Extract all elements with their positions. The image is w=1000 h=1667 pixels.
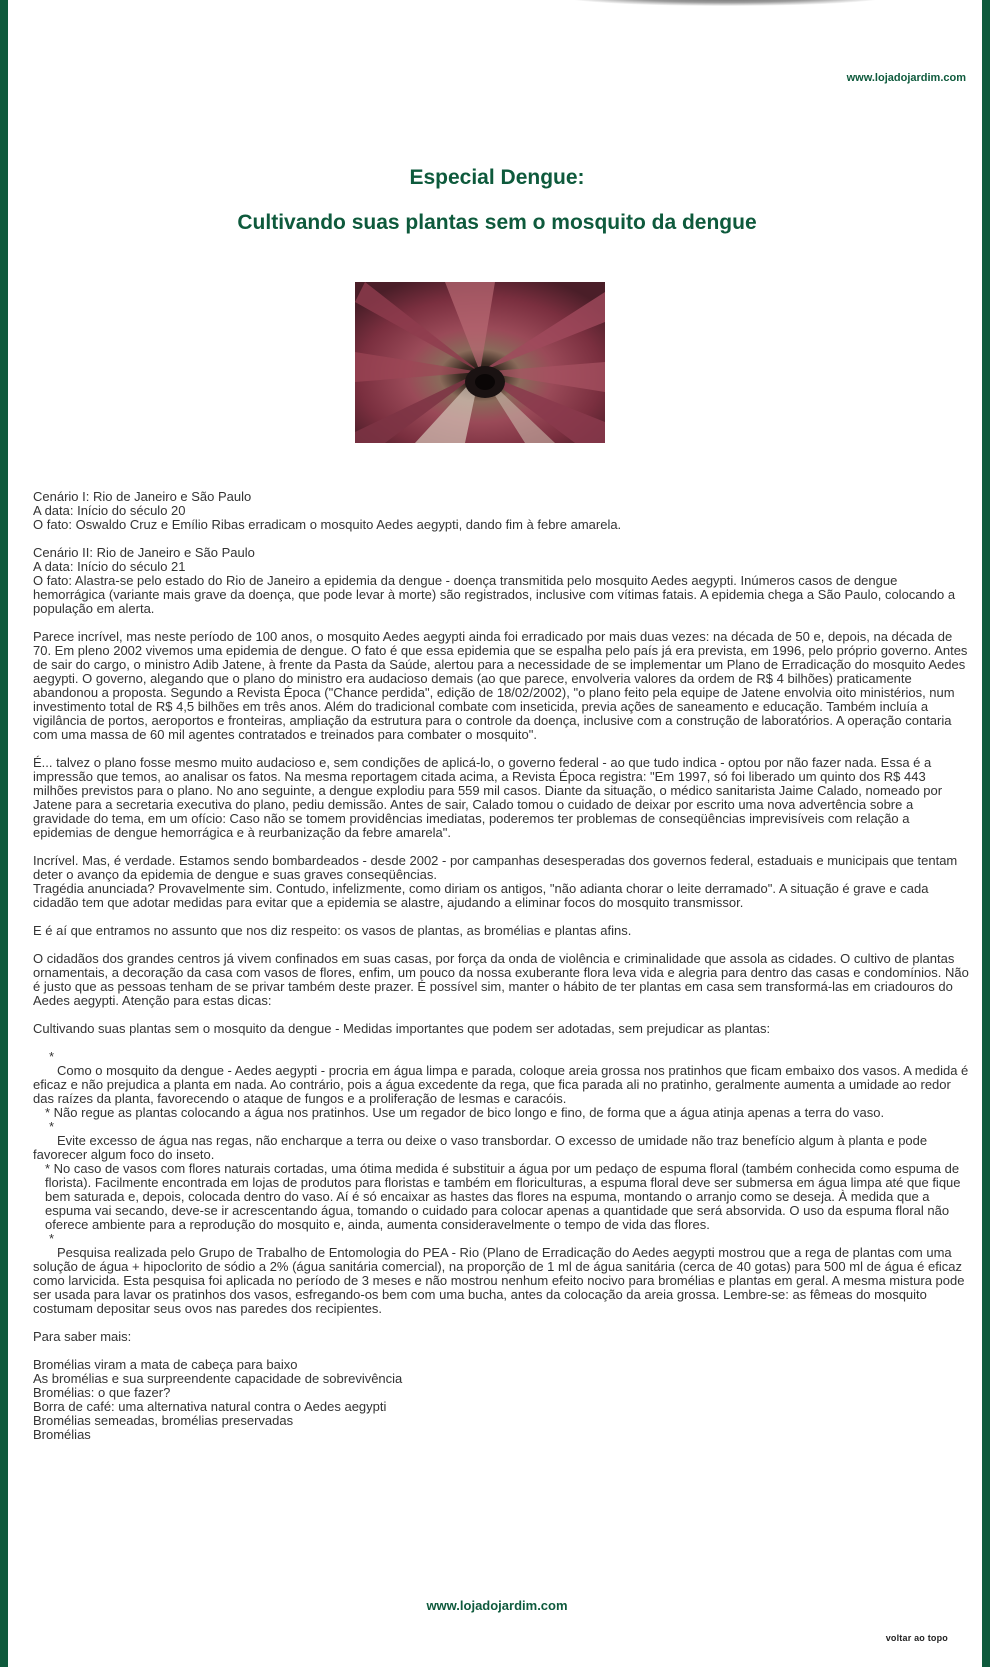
paragraph-topic: E é aí que entramos no assunto que nos diz respeito: os vasos de plantas, as bromélias e plantas afins. (33, 923, 632, 938)
tip-1 (33, 1064, 971, 1106)
article-body (33, 490, 971, 1442)
paragraph-campaigns-a: Incrível. Mas, é verdade. Estamos sendo bombardeados - desde 2002 - por campanhas desesperadas dos governos federal, estaduais e municipais que tentam deter o avanço da epidemia de dengue e suas graves conseqüências. (33, 853, 958, 882)
scenario-2-place: Cenário II: Rio de Janeiro e São Paulo (33, 545, 255, 560)
paragraph-measures-intro: Cultivando suas plantas sem o mosquito da dengue - Medidas importantes que podem ser adotadas, sem prejudicar as plantas: (33, 1021, 771, 1036)
bromeliad-image (355, 282, 605, 443)
tip-2: * Não regue as plantas colocando a água nos pratinhos. Use um regador de bico longo e fino, de forma que a água atinja apenas a terra do vaso. (45, 1105, 885, 1120)
more-heading: Para saber mais: (33, 1329, 132, 1344)
related-link[interactable]: Bromélias: o que fazer? (33, 1385, 171, 1400)
scenario-1-place: Cenário I: Rio de Janeiro e São Paulo (33, 489, 252, 504)
page-title: Especial Dengue: (409, 166, 585, 189)
related-links (33, 1358, 971, 1442)
tip-1-text: Como o mosquito da dengue - Aedes aegypti - procria em água limpa e parada, coloque areia grossa nos pratinhos que ficam embaixo dos vasos. A medida é eficaz e não prejudica a planta em nada. Ao contrário, pois a água excedente da rega, que fica parada ali no pratinho, geralmente aumenta a umidade ao redor das raízes da planta, favorecendo o ataque de fungos e a proliferação de lesmas e caracóis. (33, 1063, 969, 1106)
tips-list (33, 1050, 971, 1316)
paragraph-government: É... talvez o plano fosse mesmo muito audacioso e, sem condições de aplicá-lo, o governo federal - ao que tudo indica - optou por não fazer nada. Essa é a impressão que temos, ao analisar os fatos. Na mesma reportagem citada acima, a Revista Época registra: "Em 1997, só foi liberado um quinto dos R$ 443 milhões previstos para o plano. No ano seguinte, a dengue explodiu para 559 mil casos. Diante da situação, o médico sanitarista Jaime Calado, nomeado por Jatene para a secretaria executiva do plano, pediu demissão. Antes de sair, Calado tomou o cuidado de deixar por escrito uma nova advertência sobre a gravidade do tema, em um ofício: Caso não se tomem providências imediatas, poderemos ter problemas de conseqüências imprevisíveis com relação a epidemias de dengue hemorrágica e à reurbanização da febre amarela". (33, 755, 943, 840)
tip-3-bullet: * (49, 1119, 55, 1134)
scenario-1-fact: O fato: Oswaldo Cruz e Emílio Ribas erradicam o mosquito Aedes aegypti, dando fim à febre amarela. (33, 517, 622, 532)
bromeliad-photo (355, 282, 605, 443)
paragraph-campaigns-b: Tragédia anunciada? Provavelmente sim. Contudo, infelizmente, como diriam os antigos, "não adianta chorar o leite derramado". A situação é grave e cada cidadão tem que adotar medidas para evitar que a epidemia se alastre, ajudando a eliminar focos do mosquito transmissor. (33, 881, 929, 910)
scenario-1-date: A data: Início do século 20 (33, 503, 186, 518)
tip-5-text: Pesquisa realizada pelo Grupo de Trabalho de Entomologia do PEA - Rio (Plano de Erradicação do Aedes aegypti mostrou que a rega de plantas com uma solução de água + hipoclorito de sódio a 2% (água sanitária comercial), na proporção de 1 ml de água sanitária (cerca de 40 gotas) para 500 ml de água é eficaz como larvicida. Esta pesquisa foi aplicada no período de 3 meses e não mostrou nenhum efeito nocivo para bromélias e plantas em geral. A mesma mistura pode ser usada para lavar os pratinhos dos vasos, esfregando-os bem com uma bucha, antes da colocação da areia grossa. Lembre-se: as fêmeas do mosquito costumam depositar seus ovos nas paredes dos recipientes. (33, 1245, 965, 1316)
scenario-2 (33, 546, 971, 616)
tip-5-bullet: * (49, 1231, 55, 1246)
scenario-1 (33, 490, 971, 532)
related-link[interactable]: As bromélias e sua surpreendente capacidade de sobrevivência (33, 1371, 403, 1386)
page-border-left (0, 0, 8, 1667)
related-link[interactable]: Borra de café: uma alternativa natural contra o Aedes aegypti (33, 1399, 387, 1414)
tip-4: * No caso de vasos com flores naturais cortadas, uma ótima medida é substituir a água por um pedaço de espuma floral (também conhecida como espuma de florista). Facilmente encontrada em lojas de produtos para floristas e também em floriculturas, a espuma floral deve ser submersa em água limpa até que fique bem saturada e, depois, colocada dentro do vaso. Aí é só encaixar as hastes das flores na espuma, montando o arranjo como se deseja. À medida que a espuma vai secando, deve-se ir acrescentando água, tomando o cuidado para colocar apenas a quantidade que será absorvida. O uso da espuma floral não oferece ambiente para a reprodução do mosquito e, ainda, aumenta consideravelmente o tempo de vida das flores. (45, 1161, 961, 1232)
paragraph-citizens: O cidadãos dos grandes centros já vivem confinados em suas casas, por força da onda de violência e criminalidade que assola as cidades. O cultivo de plantas ornamentais, a decoração da casa com vasos de flores, enfim, um pouco da nossa exuberante flora leva vida e alegria para dentro das casas e condomínios. Não é justo que as pessoas tenham de se privar também deste prazer. É possível sim, manter o hábito de ter plantas em casa sem transformá-las em criadouros do Aedes aegypti. Atenção para estas dicas: (33, 951, 969, 1008)
paragraph-history: Parece incrível, mas neste período de 100 anos, o mosquito Aedes aegypti ainda foi erradicado por mais duas vezes: na década de 50 e, depois, na década de 70. Em pleno 2002 vivemos uma epidemia de dengue. O fato é que essa epidemia que se espalha pelo país já era prevista, em 1996, pelo próprio governo. Antes de sair do cargo, o ministro Adib Jatene, à frente da Pasta da Saúde, alertou para a necessidade de se implementar um Plano de Erradicação do mosquito Aedes aegypti. O governo, alegando que o plano do ministro era audacioso demais (ao que parece, envolveria valores da ordem de R$ 4 bilhões) praticamente abandonou a proposta. Segundo a Revista Época ("Chance perdida", edição de 18/02/2002), "o plano feito pela equipe de Jatene envolvia oito ministérios, num investimento total de R$ 4,5 bilhões em três anos. Além do tradicional combate com inseticida, previa ações de saneamento e educação. Também incluía a vigilância de portos, aeroportos e fronteiras, ampliação da estrutura para o controle da doença, inclusive com a construção de laboratórios. A operação contaria com uma massa de 60 mil agentes contratados e treinados para combater o mosquito". (33, 629, 968, 742)
tip-3-text: Evite excesso de água nas regas, não encharque a terra ou deixe o vaso transbordar. O excesso de umidade não traz benefício algum à planta e pode favorecer algum foco do inseto. (33, 1133, 928, 1162)
related-link[interactable]: Bromélias (33, 1427, 91, 1442)
paragraph-campaigns (33, 854, 971, 910)
scenario-2-fact: O fato: Alastra-se pelo estado do Rio de Janeiro a epidemia da dengue - doença transmitida pelo mosquito Aedes aegypti. Inúmeros casos de dengue hemorrágica (variante mais grave da doença, que pode levar à morte) são registrados, inclusive com vítimas fatais. A epidemia chega a São Paulo, colocando a população em alerta. (33, 573, 956, 616)
tip-3 (33, 1134, 971, 1162)
site-link-bottom[interactable]: www.lojadojardim.com (426, 1598, 568, 1613)
tip-1-bullet: * (49, 1049, 55, 1064)
tip-5 (33, 1246, 971, 1316)
related-link[interactable]: Bromélias semeadas, bromélias preservadas (33, 1413, 294, 1428)
page-border-right (982, 0, 990, 1667)
back-to-top-link[interactable]: voltar ao topo (885, 1633, 948, 1643)
page-subtitle: Cultivando suas plantas sem o mosquito da dengue (237, 211, 757, 234)
site-link-top[interactable]: www.lojadojardim.com (846, 72, 966, 84)
scenario-2-date: A data: Início do século 21 (33, 559, 186, 574)
related-link[interactable]: Bromélias viram a mata de cabeça para baixo (33, 1357, 298, 1372)
top-decoration (560, 0, 890, 6)
